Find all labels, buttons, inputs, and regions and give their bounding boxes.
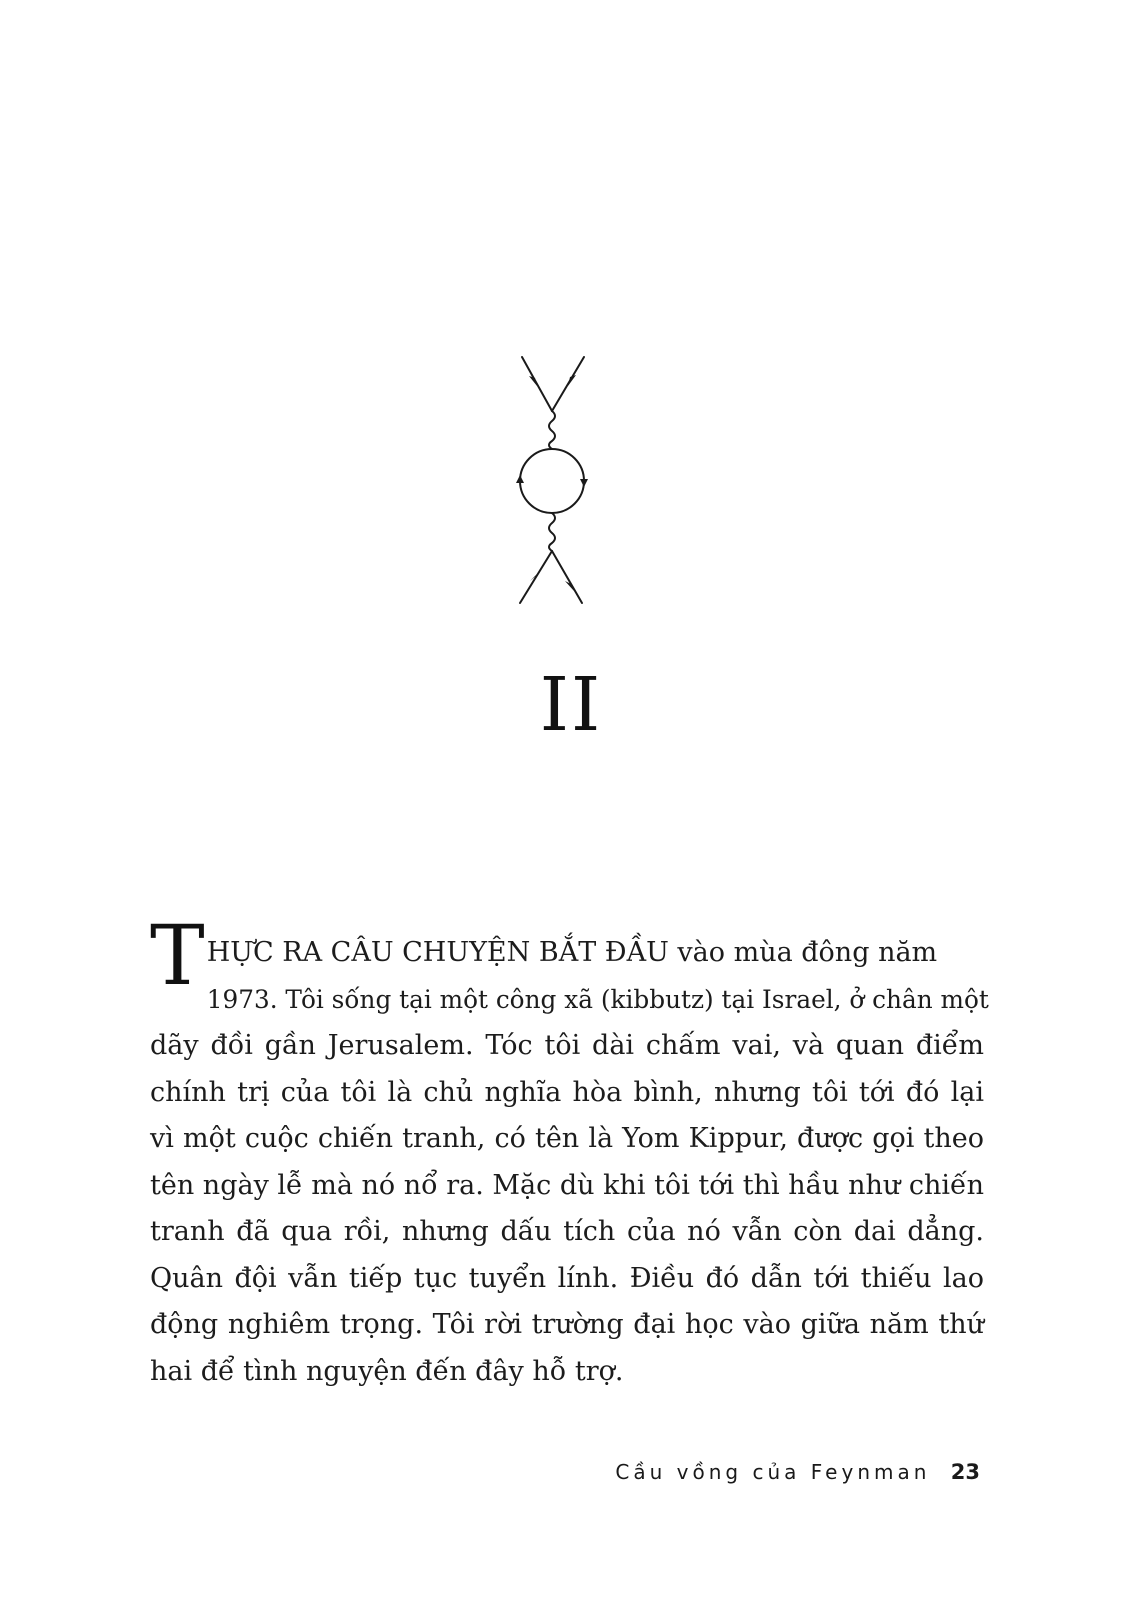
opening-small-caps: HỰC RA CÂU CHUYỆN BẮT ĐẦU bbox=[206, 937, 669, 968]
text-line: Quân đội vẫn tiếp tục tuyển lính. Điều đó dẫn tới thiếu lao bbox=[150, 1262, 984, 1294]
chapter-number: II bbox=[539, 662, 603, 748]
opening-line bbox=[150, 930, 984, 977]
drop-cap: T bbox=[150, 909, 205, 1004]
text-line: 1973. Tôi sống tại một công xã (kibbutz) tại Israel, ở chân một bbox=[206, 984, 989, 1014]
text-line: dãy đồi gần Jerusalem. Tóc tôi dài chấm vai, và quan điểm bbox=[150, 1030, 984, 1061]
text-line: vì một cuộc chiến tranh, có tên là Yom Kippur, được gọi theo bbox=[150, 1123, 984, 1154]
chapter-opening-paragraph bbox=[150, 909, 989, 1395]
text-line: hai để tình nguyện đến đây hỗ trợ. bbox=[150, 1355, 624, 1387]
text-line: tranh đã qua rồi, nhưng dấu tích của nó vẫn còn dai dẳng. bbox=[150, 1216, 984, 1247]
text-line: tên ngày lễ mà nó nổ ra. Mặc dù khi tôi tới thì hầu như chiến bbox=[150, 1169, 984, 1201]
running-book-title: Cầu vồng của Feynman bbox=[615, 1460, 931, 1484]
feynman-diagram-icon bbox=[516, 355, 590, 615]
text-line: chính trị của tôi là chủ nghĩa hòa bình, nhưng tôi tới đó lại bbox=[150, 1076, 984, 1108]
page-footer bbox=[615, 1460, 980, 1484]
page-number: 23 bbox=[950, 1460, 980, 1484]
text-line: động nghiêm trọng. Tôi rời trường đại học vào giữa năm thứ bbox=[150, 1309, 984, 1340]
opening-rest: vào mùa đông năm bbox=[668, 937, 938, 968]
